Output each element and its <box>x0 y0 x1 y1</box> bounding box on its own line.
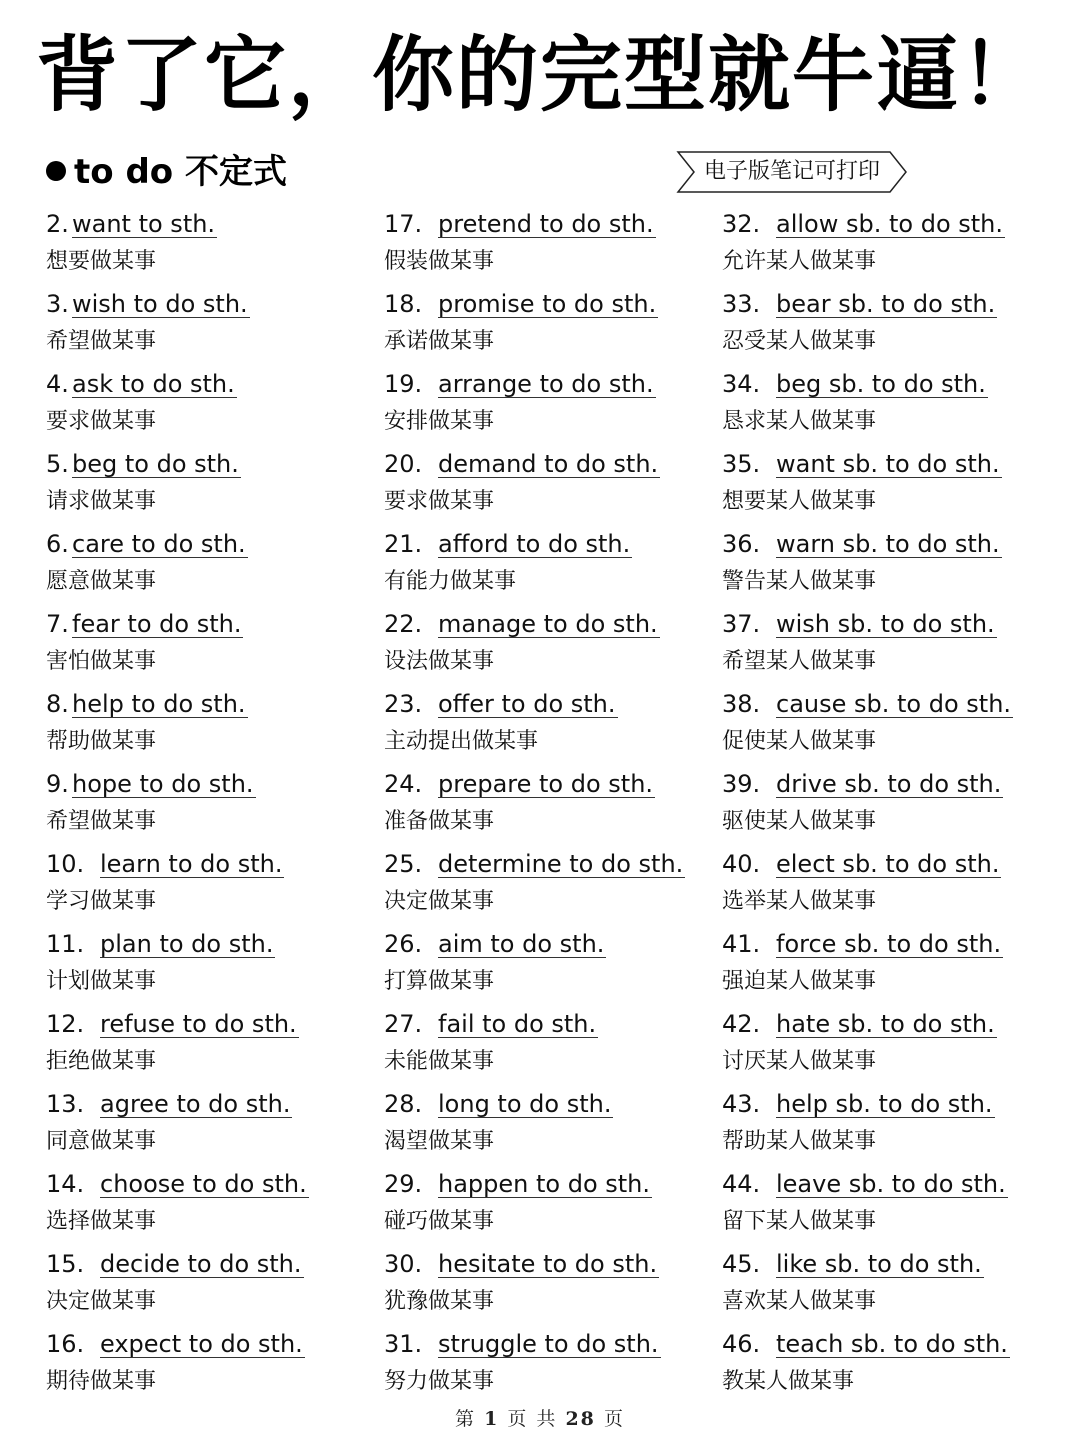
phrase-entry <box>46 682 376 762</box>
chinese-meaning: 渴望做某事 <box>384 1129 495 1154</box>
chinese-meaning: 决定做某事 <box>384 889 495 914</box>
entry-number: 11. <box>46 930 85 958</box>
english-phrase: like sb. to do sth. <box>776 1250 982 1278</box>
english-phrase: ask to do sth. <box>72 370 235 398</box>
phrase-entry <box>46 282 376 362</box>
english-line <box>46 442 376 482</box>
phrase-entry <box>384 202 714 282</box>
chinese-meaning: 强迫某人做某事 <box>722 969 877 994</box>
page-title: 背了它，你的完型就牛逼！ <box>35 28 1044 123</box>
phrase-entry <box>384 1162 714 1242</box>
badge-label: 电子版笔记可打印 <box>703 159 880 184</box>
entry-number: 22. <box>384 610 423 638</box>
entry-number: 12. <box>46 1010 85 1038</box>
phrase-entry <box>384 602 714 682</box>
english-line <box>722 202 1052 242</box>
english-phrase: expect to do sth. <box>100 1330 303 1358</box>
chinese-meaning: 学习做某事 <box>46 889 157 914</box>
entry-number: 27. <box>384 1010 423 1038</box>
entry-number: 44. <box>722 1170 761 1198</box>
chinese-meaning: 允许某人做某事 <box>722 249 877 274</box>
phrase-entry <box>46 1242 376 1322</box>
phrase-entry <box>722 762 1052 842</box>
phrase-entry <box>722 1162 1052 1242</box>
chinese-meaning: 碰巧做某事 <box>384 1209 495 1234</box>
phrase-entry <box>384 362 714 442</box>
english-line <box>46 1162 376 1202</box>
english-line <box>384 202 714 242</box>
entry-number: 9. <box>46 770 69 798</box>
chinese-meaning: 承诺做某事 <box>384 329 495 354</box>
phrase-entry <box>384 682 714 762</box>
entry-number: 35. <box>722 450 761 478</box>
entry-number: 2. <box>46 210 69 238</box>
english-line <box>46 1002 376 1042</box>
chinese-meaning: 有能力做某事 <box>384 569 517 594</box>
footer-total-pages: 28 <box>565 1408 596 1430</box>
english-line <box>722 1082 1052 1122</box>
english-line <box>384 1242 714 1282</box>
entry-number: 26. <box>384 930 423 958</box>
phrase-entry <box>722 442 1052 522</box>
chinese-meaning: 警告某人做某事 <box>722 569 877 594</box>
entry-number: 15. <box>46 1250 85 1278</box>
english-line <box>722 602 1052 642</box>
phrase-entry <box>722 1002 1052 1082</box>
english-phrase: prepare to do sth. <box>438 770 654 798</box>
english-phrase: promise to do sth. <box>438 290 657 318</box>
english-phrase: beg sb. to do sth. <box>776 370 986 398</box>
english-line <box>384 602 714 642</box>
chinese-meaning: 计划做某事 <box>46 969 157 994</box>
english-line <box>722 282 1052 322</box>
phrase-entry <box>722 1242 1052 1322</box>
chinese-meaning: 想要做某事 <box>46 249 157 274</box>
entry-number: 10. <box>46 850 85 878</box>
phrase-entry <box>384 1242 714 1322</box>
phrase-entry <box>722 362 1052 442</box>
english-line <box>384 1322 714 1362</box>
chinese-meaning: 忍受某人做某事 <box>722 329 877 354</box>
chinese-meaning: 要求做某事 <box>384 489 495 514</box>
english-phrase: help sb. to do sth. <box>776 1090 993 1118</box>
phrase-entry <box>46 1082 376 1162</box>
phrase-entry <box>46 522 376 602</box>
phrase-entry <box>722 842 1052 922</box>
chinese-meaning: 希望做某事 <box>46 809 157 834</box>
entry-number: 31. <box>384 1330 423 1358</box>
chinese-meaning: 同意做某事 <box>46 1129 157 1154</box>
entry-number: 37. <box>722 610 761 638</box>
phrase-entry <box>384 1082 714 1162</box>
english-line <box>46 282 376 322</box>
chinese-meaning: 拒绝做某事 <box>46 1049 157 1074</box>
english-line <box>384 442 714 482</box>
english-line <box>722 522 1052 562</box>
bullet-icon <box>46 161 66 181</box>
english-line <box>384 682 714 722</box>
phrase-entry <box>722 922 1052 1002</box>
phrase-entry <box>384 842 714 922</box>
chinese-meaning: 期待做某事 <box>46 1369 157 1394</box>
english-line <box>46 602 376 642</box>
entry-number: 32. <box>722 210 761 238</box>
entry-number: 45. <box>722 1250 761 1278</box>
phrase-entry <box>722 522 1052 602</box>
english-phrase: help to do sth. <box>72 690 246 718</box>
phrase-entry <box>384 762 714 842</box>
entry-number: 33. <box>722 290 761 318</box>
english-phrase: cause sb. to do sth. <box>776 690 1012 718</box>
phrase-entry <box>46 1162 376 1242</box>
chinese-meaning: 主动提出做某事 <box>384 729 539 754</box>
english-line <box>384 922 714 962</box>
english-phrase: want to sth. <box>72 210 216 238</box>
chinese-meaning: 害怕做某事 <box>46 649 157 674</box>
entry-number: 3. <box>46 290 69 318</box>
english-line <box>46 682 376 722</box>
entry-number: 4. <box>46 370 69 398</box>
english-phrase: happen to do sth. <box>438 1170 651 1198</box>
english-phrase: care to do sth. <box>72 530 246 558</box>
english-line <box>384 842 714 882</box>
english-phrase: leave sb. to do sth. <box>776 1170 1006 1198</box>
phrase-entry <box>384 282 714 362</box>
entry-number: 17. <box>384 210 423 238</box>
english-line <box>384 1162 714 1202</box>
phrase-entry <box>722 682 1052 762</box>
footer-middle: 页 共 <box>507 1408 558 1430</box>
phrase-entry <box>722 282 1052 362</box>
english-line <box>384 522 714 562</box>
english-line <box>46 522 376 562</box>
entry-number: 28. <box>384 1090 423 1118</box>
english-line <box>384 282 714 322</box>
chinese-meaning: 希望做某事 <box>46 329 157 354</box>
chinese-meaning: 驱使某人做某事 <box>722 809 877 834</box>
english-phrase: drive sb. to do sth. <box>776 770 1002 798</box>
english-line <box>722 842 1052 882</box>
english-phrase: warn sb. to do sth. <box>776 530 1000 558</box>
english-phrase: pretend to do sth. <box>438 210 654 238</box>
phrase-entry <box>722 202 1052 282</box>
english-line <box>722 1322 1052 1362</box>
english-line <box>722 922 1052 962</box>
english-phrase: hate sb. to do sth. <box>776 1010 995 1038</box>
phrase-entry <box>722 602 1052 682</box>
english-phrase: allow sb. to do sth. <box>776 210 1004 238</box>
english-phrase: beg to do sth. <box>72 450 239 478</box>
english-line <box>46 1322 376 1362</box>
entry-number: 13. <box>46 1090 85 1118</box>
phrase-entry <box>46 202 376 282</box>
english-line <box>722 1162 1052 1202</box>
phrase-entry <box>46 1322 376 1402</box>
chinese-meaning: 希望某人做某事 <box>722 649 877 674</box>
chinese-meaning: 教某人做某事 <box>722 1369 855 1394</box>
chinese-meaning: 要求做某事 <box>46 409 157 434</box>
english-phrase: learn to do sth. <box>100 850 283 878</box>
chinese-meaning: 讨厌某人做某事 <box>722 1049 877 1074</box>
phrase-entry <box>46 842 376 922</box>
english-phrase: elect sb. to do sth. <box>776 850 1000 878</box>
section-title: to do 不定式 <box>74 152 287 192</box>
chinese-meaning: 选择做某事 <box>46 1209 157 1234</box>
english-line <box>384 362 714 402</box>
english-phrase: hesitate to do sth. <box>438 1250 658 1278</box>
entry-number: 16. <box>46 1330 85 1358</box>
entry-number: 38. <box>722 690 761 718</box>
english-phrase: struggle to do sth. <box>438 1330 659 1358</box>
english-line <box>722 762 1052 802</box>
entry-number: 36. <box>722 530 761 558</box>
phrase-entry <box>722 1322 1052 1402</box>
chinese-meaning: 努力做某事 <box>384 1369 495 1394</box>
footer-prefix: 第 <box>455 1408 477 1430</box>
phrase-entry <box>384 1002 714 1082</box>
chinese-meaning: 决定做某事 <box>46 1289 157 1314</box>
chinese-meaning: 未能做某事 <box>384 1049 495 1074</box>
chinese-meaning: 恳求某人做某事 <box>722 409 877 434</box>
english-phrase: force sb. to do sth. <box>776 930 1002 958</box>
chinese-meaning: 留下某人做某事 <box>722 1209 877 1234</box>
phrase-entry <box>46 442 376 522</box>
english-line <box>722 362 1052 402</box>
english-line <box>46 1242 376 1282</box>
english-line <box>46 842 376 882</box>
entry-number: 41. <box>722 930 761 958</box>
english-phrase: agree to do sth. <box>100 1090 291 1118</box>
english-phrase: manage to do sth. <box>438 610 658 638</box>
entry-number: 34. <box>722 370 761 398</box>
english-line <box>46 1082 376 1122</box>
phrase-column-1 <box>46 202 376 1402</box>
chinese-meaning: 设法做某事 <box>384 649 495 674</box>
english-phrase: offer to do sth. <box>438 690 616 718</box>
chinese-meaning: 帮助做某事 <box>46 729 157 754</box>
english-line <box>722 1002 1052 1042</box>
english-line <box>46 362 376 402</box>
entry-number: 7. <box>46 610 69 638</box>
entry-number: 14. <box>46 1170 85 1198</box>
english-line <box>722 682 1052 722</box>
phrase-column-3 <box>722 202 1052 1402</box>
english-line <box>384 1002 714 1042</box>
chinese-meaning: 准备做某事 <box>384 809 495 834</box>
entry-number: 25. <box>384 850 423 878</box>
phrase-entry <box>46 922 376 1002</box>
phrase-entry <box>46 762 376 842</box>
chinese-meaning: 安排做某事 <box>384 409 495 434</box>
chinese-meaning: 愿意做某事 <box>46 569 157 594</box>
chinese-meaning: 想要某人做某事 <box>722 489 877 514</box>
english-phrase: choose to do sth. <box>100 1170 307 1198</box>
entry-number: 20. <box>384 450 423 478</box>
entry-number: 43. <box>722 1090 761 1118</box>
english-line <box>46 922 376 962</box>
phrase-entry <box>384 522 714 602</box>
entry-number: 6. <box>46 530 69 558</box>
english-phrase: arrange to do sth. <box>438 370 654 398</box>
english-phrase: afford to do sth. <box>438 530 631 558</box>
phrase-entry <box>46 1002 376 1082</box>
english-phrase: decide to do sth. <box>100 1250 302 1278</box>
english-line <box>384 762 714 802</box>
entry-number: 40. <box>722 850 761 878</box>
entry-number: 8. <box>46 690 69 718</box>
entry-number: 29. <box>384 1170 423 1198</box>
english-phrase: wish to do sth. <box>72 290 248 318</box>
chinese-meaning: 假装做某事 <box>384 249 495 274</box>
english-phrase: plan to do sth. <box>100 930 274 958</box>
english-phrase: long to do sth. <box>438 1090 612 1118</box>
entry-number: 21. <box>384 530 423 558</box>
english-phrase: want sb. to do sth. <box>776 450 1000 478</box>
entry-number: 39. <box>722 770 761 798</box>
english-phrase: determine to do sth. <box>438 850 684 878</box>
entry-number: 23. <box>384 690 423 718</box>
english-phrase: wish sb. to do sth. <box>776 610 995 638</box>
english-line <box>722 442 1052 482</box>
english-phrase: fail to do sth. <box>438 1010 597 1038</box>
english-line <box>384 1082 714 1122</box>
entry-number: 24. <box>384 770 423 798</box>
english-line <box>46 202 376 242</box>
phrase-entry <box>384 922 714 1002</box>
english-phrase: aim to do sth. <box>438 930 605 958</box>
entry-number: 42. <box>722 1010 761 1038</box>
chinese-meaning: 帮助某人做某事 <box>722 1129 877 1154</box>
section-heading <box>46 150 287 194</box>
footer-page-number: 1 <box>484 1408 500 1430</box>
english-line <box>46 762 376 802</box>
entry-number: 19. <box>384 370 423 398</box>
page-footer <box>0 1404 1080 1431</box>
phrase-entry <box>46 362 376 442</box>
phrase-entry <box>46 602 376 682</box>
english-phrase: bear sb. to do sth. <box>776 290 996 318</box>
chinese-meaning: 喜欢某人做某事 <box>722 1289 877 1314</box>
entry-number: 46. <box>722 1330 761 1358</box>
english-phrase: teach sb. to do sth. <box>776 1330 1008 1358</box>
entry-number: 5. <box>46 450 69 478</box>
phrase-entry <box>384 1322 714 1402</box>
chinese-meaning: 促使某人做某事 <box>722 729 877 754</box>
entry-number: 18. <box>384 290 423 318</box>
english-phrase: fear to do sth. <box>72 610 242 638</box>
english-phrase: hope to do sth. <box>72 770 254 798</box>
footer-suffix: 页 <box>603 1408 625 1430</box>
phrase-column-2 <box>384 202 714 1402</box>
chinese-meaning: 请求做某事 <box>46 489 157 514</box>
entry-number: 30. <box>384 1250 423 1278</box>
chinese-meaning: 打算做某事 <box>384 969 495 994</box>
chinese-meaning: 犹豫做某事 <box>384 1289 495 1314</box>
english-phrase: refuse to do sth. <box>100 1010 297 1038</box>
english-line <box>722 1242 1052 1282</box>
chinese-meaning: 选举某人做某事 <box>722 889 877 914</box>
phrase-entry <box>722 1082 1052 1162</box>
printable-badge <box>676 150 908 194</box>
english-phrase: demand to do sth. <box>438 450 659 478</box>
phrase-entry <box>384 442 714 522</box>
